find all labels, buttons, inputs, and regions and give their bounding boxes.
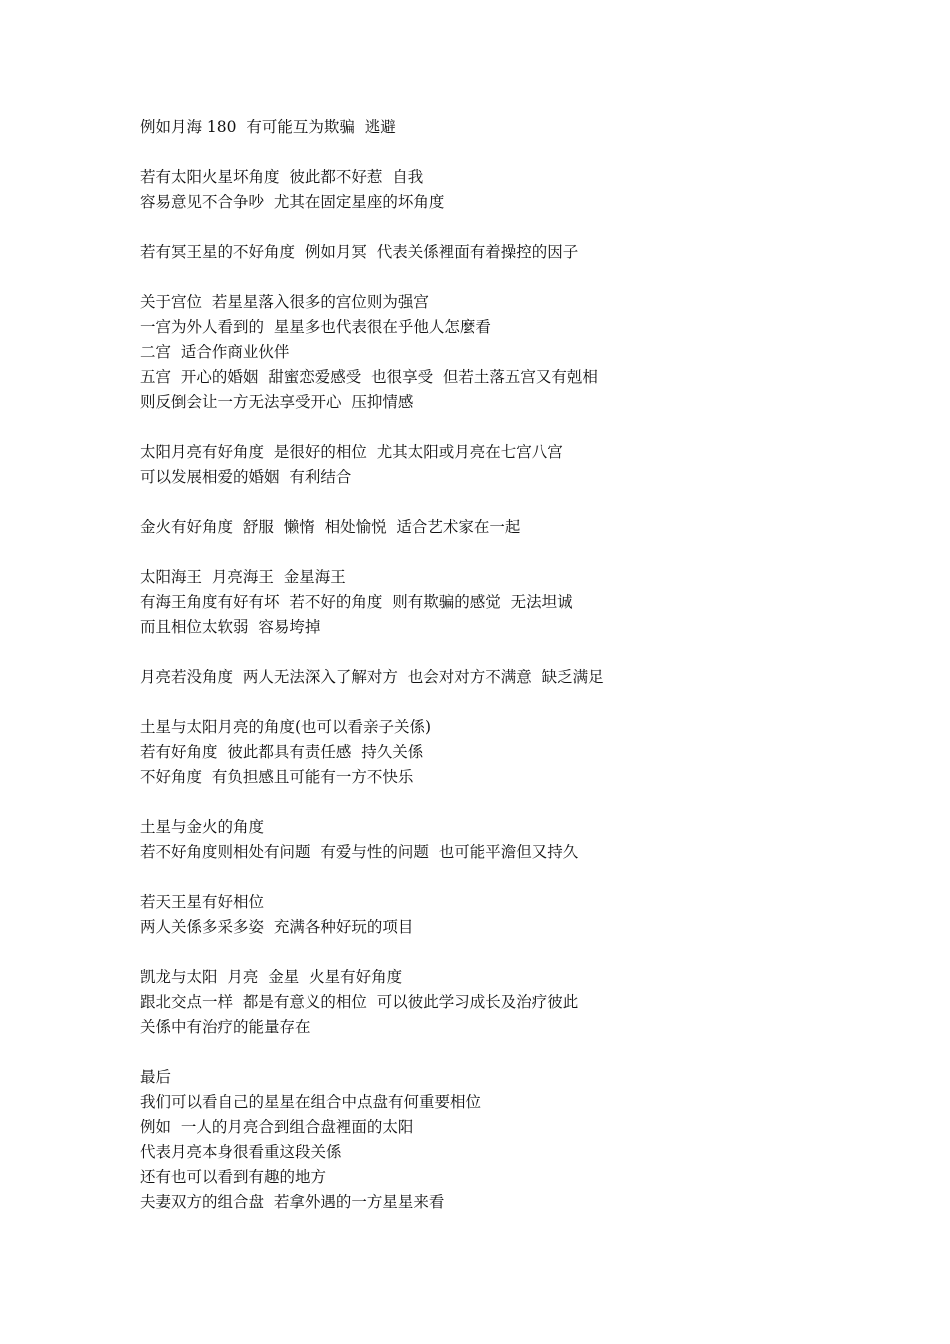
paragraph-gap	[140, 490, 860, 515]
text-line: 不好角度 有负担感且可能有一方不快乐	[140, 768, 414, 786]
text-line: 可以发展相爱的婚姻 有利结合	[140, 468, 352, 486]
text-line: 例如 一人的月亮合到组合盘裡面的太阳	[140, 1118, 414, 1136]
text-line: 我们可以看自己的星星在组合中点盘有何重要相位	[140, 1093, 482, 1111]
text-line: 二宫 适合作商业伙伴	[140, 343, 290, 361]
paragraph-gap	[140, 1040, 860, 1065]
paragraph-gap	[140, 140, 860, 165]
document-body	[140, 115, 860, 1215]
text-line: 土星与太阳月亮的角度(也可以看亲子关係)	[140, 718, 432, 736]
text-line: 土星与金火的角度	[140, 818, 265, 836]
text-line: 若有好角度 彼此都具有责任感 持久关係	[140, 743, 424, 761]
paragraph-gap	[140, 415, 860, 440]
text-line: 例如月海 180 有可能互为欺骗 逃避	[140, 118, 396, 136]
text-line: 五宫 开心的婚姻 甜蜜恋爱感受 也很享受 但若土落五宫又有剋相	[140, 368, 598, 386]
text-line: 凯龙与太阳 月亮 金星 火星有好角度	[140, 968, 403, 986]
text-line: 代表月亮本身很看重这段关係	[140, 1143, 342, 1161]
text-line: 容易意见不合争吵 尤其在固定星座的坏角度	[140, 193, 445, 211]
paragraph-gap	[140, 265, 860, 290]
text-line: 一宫为外人看到的 星星多也代表很在乎他人怎麼看	[140, 318, 491, 336]
text-line: 还有也可以看到有趣的地方	[140, 1168, 327, 1186]
text-line: 金火有好角度 舒服 懒惰 相处愉悦 适合艺术家在一起	[140, 518, 521, 536]
paragraph-gap	[140, 865, 860, 890]
paragraph-gap	[140, 540, 860, 565]
text-line: 太阳海王 月亮海王 金星海王	[140, 568, 346, 586]
text-line: 有海王角度有好有坏 若不好的角度 则有欺骗的感觉 无法坦诚	[140, 593, 573, 611]
text-line: 则反倒会让一方无法享受开心 压抑情感	[140, 393, 414, 411]
text-line: 而且相位太软弱 容易垮掉	[140, 618, 321, 636]
paragraph-gap	[140, 690, 860, 715]
text-line: 跟北交点一样 都是有意义的相位 可以彼此学习成长及治疗彼此	[140, 993, 579, 1011]
paragraph-gap	[140, 790, 860, 815]
text-line: 若天王星有好相位	[140, 893, 265, 911]
text-line: 最后	[140, 1068, 172, 1086]
paragraph-gap	[140, 640, 860, 665]
paragraph-gap	[140, 940, 860, 965]
text-line: 关係中有治疗的能量存在	[140, 1018, 311, 1036]
text-line: 若有冥王星的不好角度 例如月冥 代表关係裡面有着操控的因子	[140, 243, 579, 261]
text-line: 关于宫位 若星星落入很多的宫位则为强宫	[140, 293, 429, 311]
paragraph-gap	[140, 215, 860, 240]
text-line: 夫妻双方的组合盘 若拿外遇的一方星星来看	[140, 1193, 445, 1211]
text-line: 两人关係多采多姿 充满各种好玩的项目	[140, 918, 414, 936]
text-line: 月亮若没角度 两人无法深入了解对方 也会对对方不满意 缺乏满足	[140, 668, 604, 686]
text-line: 太阳月亮有好角度 是很好的相位 尤其太阳或月亮在七宫八宫	[140, 443, 563, 461]
text-line: 若不好角度则相处有问题 有爱与性的问题 也可能平澹但又持久	[140, 843, 579, 861]
text-line: 若有太阳火星坏角度 彼此都不好惹 自我	[140, 168, 424, 186]
